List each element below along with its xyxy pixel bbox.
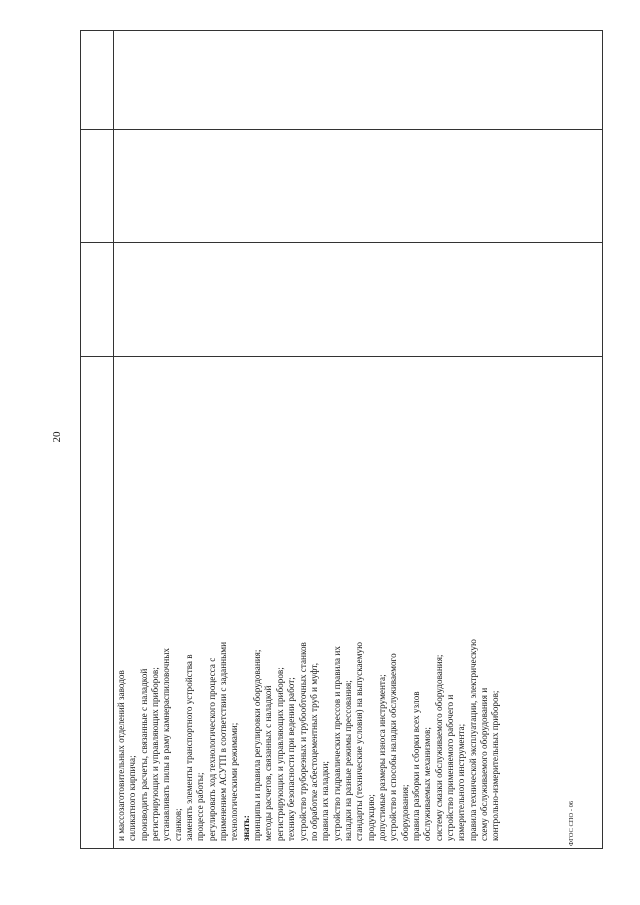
text-line: технологическими режимами; [229,722,240,841]
table-border-left [80,30,81,849]
section-heading: знать: [240,815,251,841]
text-line: методы расчетов, связанных с наладкой [263,685,274,841]
text-line: силикатного кирпича; [127,755,138,841]
competency-text-cell [116,483,591,845]
text-line: стандарты (технические условия) на выпускаемую [354,642,365,841]
text-line: устанавливать пилы в раму камнераспиловочных [161,648,172,841]
text-line: правила разборки и сборки всех узлов [410,691,421,841]
text-line: технику безопасности при ведении работ; [286,677,297,841]
text-line: устройство трубореэных и трубообточных станков [297,642,308,841]
text-line: измерительного инструмента; [456,723,467,841]
text-line: правила их наладки; [320,761,331,841]
text-line: оборудования; [399,784,410,841]
text-line: заменять элементы транспортного устройства в [184,654,195,841]
text-line: по обработке асбестоцементных труб и муфт, [308,662,319,841]
text-line: продукцию; [365,794,376,841]
text-line: контрольно-измерительных приборов; [490,690,501,841]
table-divider-3 [80,129,603,130]
text-line: регистрирующих и управляющих приборов; [274,667,285,841]
table-divider-text [113,30,114,849]
table-border-bottom [80,848,603,849]
text-line: устройство и способы наладки обслуживаемого [388,653,399,841]
text-line: правила технической эксплуатации, электрическую [467,639,478,841]
table-divider-1 [80,356,603,357]
text-line: обслуживаемых механизмов; [422,727,433,841]
page-number: 20 [51,431,63,443]
text-line: допустимые размеры износа инструмента; [376,674,387,841]
text-line: устройство применяемого рабочего и [444,694,455,841]
text-line: систему смазки обслуживаемого оборудования; [433,654,444,841]
text-line: станков; [172,808,183,841]
text-line: процессе работы; [195,772,206,841]
text-line: применением АСУТП в соответствии с заданными [218,642,229,841]
text-line: производить расчеты, связанные с наладкой [138,668,149,841]
text-line: принципы и правила регулировки оборудования; [252,649,263,841]
table-border-right [602,30,603,849]
table-divider-2 [80,242,603,243]
table-border-top [80,30,603,31]
text-line: регистрирующих и управляющих приборов; [150,667,161,841]
text-line: регулировать ход технологического процесса с [206,657,217,841]
footer-code: ФГОС СПО - 06 [568,800,575,846]
text-line: устройство гидравлических прессов и правила их [331,646,342,841]
text-line: схему обслуживаемого оборудования и [479,687,489,841]
text-line: наладки на разные режимы прессования; [342,680,353,841]
text-line: и массозаготовительных отделений заводов [116,670,126,841]
